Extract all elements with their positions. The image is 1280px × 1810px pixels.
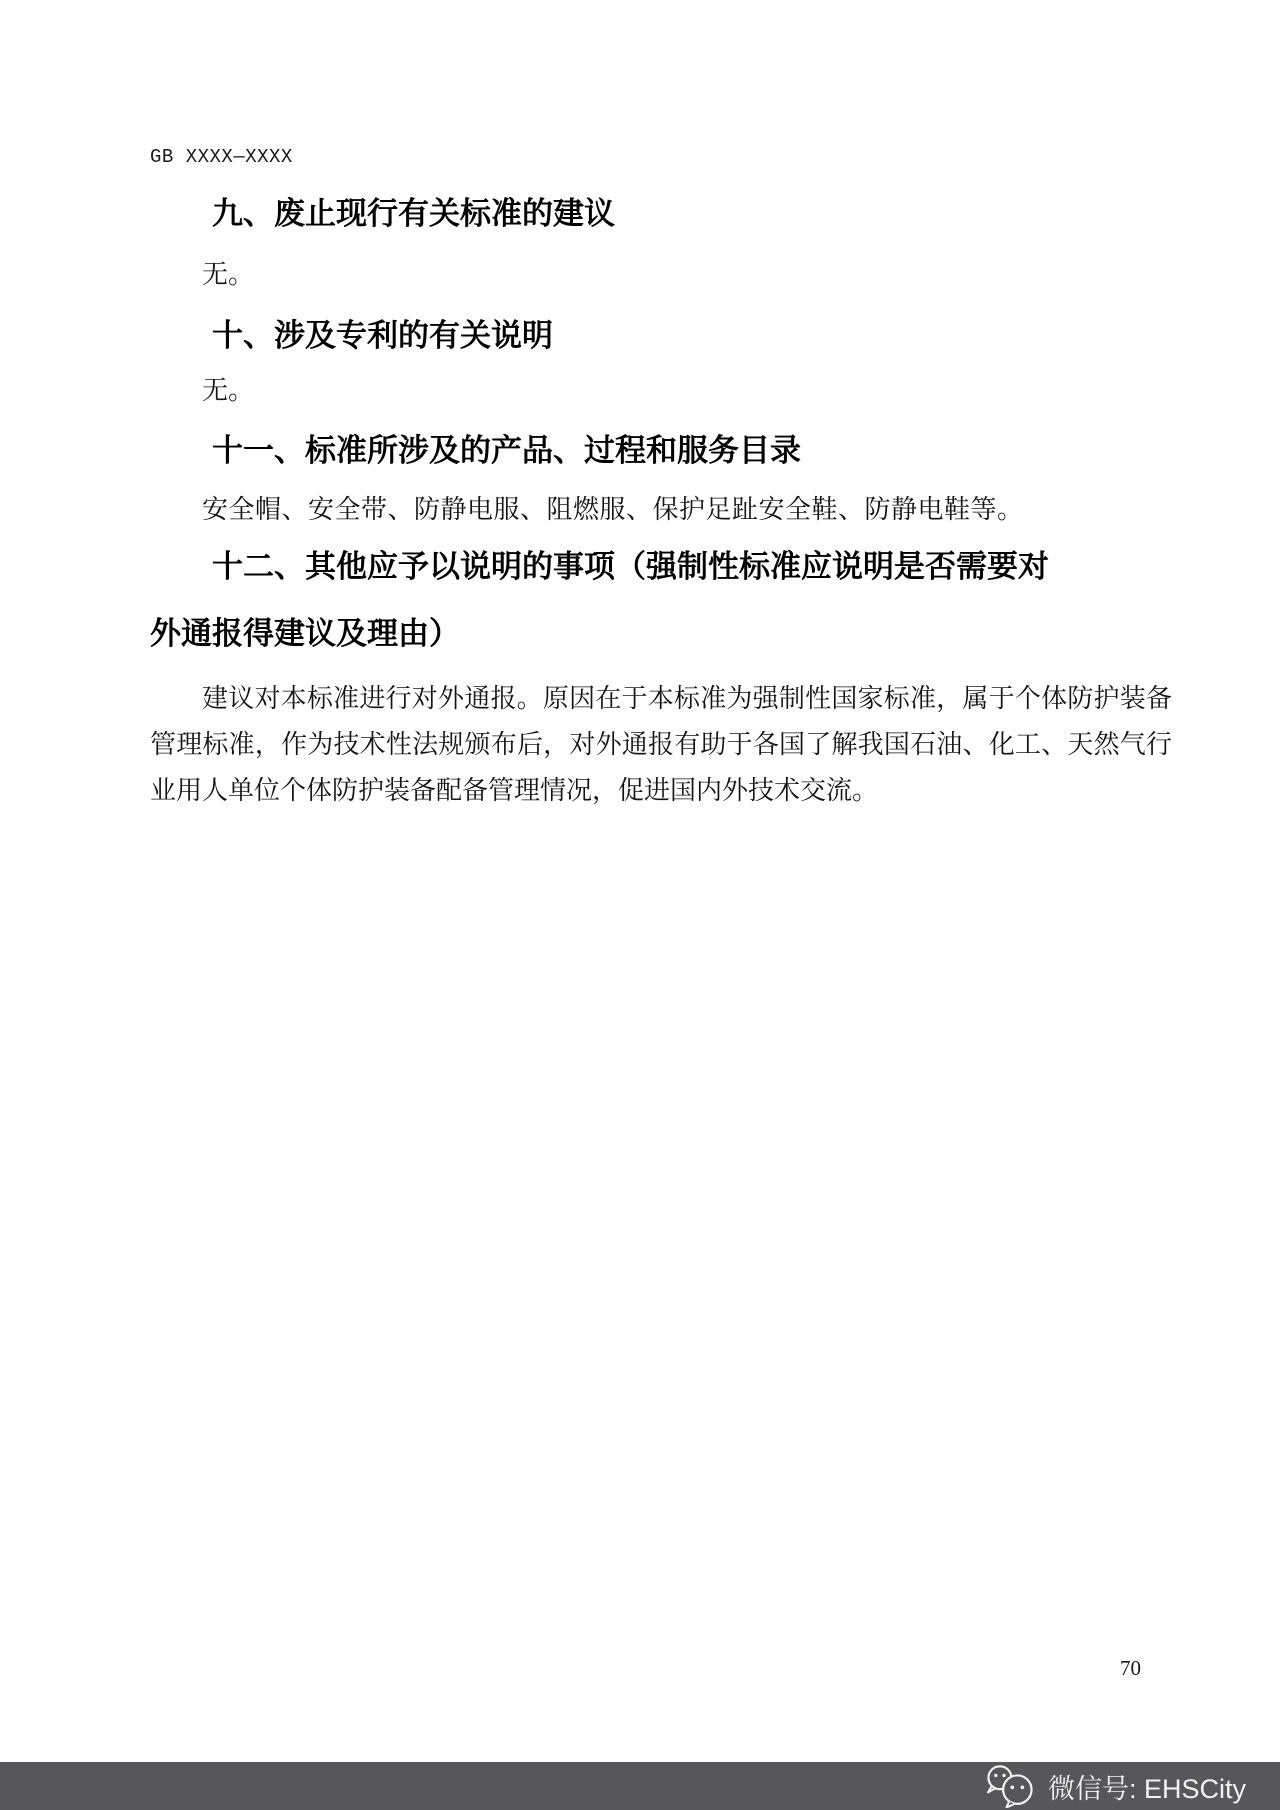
body-products-list: 安全帽、安全带、防静电服、阻燃服、保护足趾安全鞋、防静电鞋等。 xyxy=(202,495,1024,524)
heading-section-9: 九、废止现行有关标准的建议 xyxy=(212,196,615,231)
wechat-account-label: 微信号: EHSCity xyxy=(1047,1773,1246,1804)
heading-section-11: 十一、标准所涉及的产品、过程和服务目录 xyxy=(212,433,801,468)
heading-section-12-line-1: 十二、其他应予以说明的事项（强制性标准应说明是否需要对 xyxy=(212,549,1049,584)
body-none-2: 无。 xyxy=(202,376,255,405)
body-none-1: 无。 xyxy=(202,260,255,289)
wechat-icon xyxy=(982,1764,1038,1808)
doc-code: GB XXXX—XXXX xyxy=(150,146,293,168)
page-number: 70 xyxy=(1120,1656,1141,1680)
heading-section-12-line-2: 外通报得建议及理由） xyxy=(150,616,460,651)
heading-section-10: 十、涉及专利的有关说明 xyxy=(212,318,553,353)
wechat-footer-bar xyxy=(0,1762,1280,1810)
body-paragraph: 建议对本标准进行对外通报。原因在于本标准为强制性国家标准，属于个体防护装备管理标准，作为技术性法规颁布后，对外通报有助于各国了解我国石油、化工、天然气行业用人单位个体防护装备配备管理情况，促进国内外技术交流。 xyxy=(150,684,1172,805)
